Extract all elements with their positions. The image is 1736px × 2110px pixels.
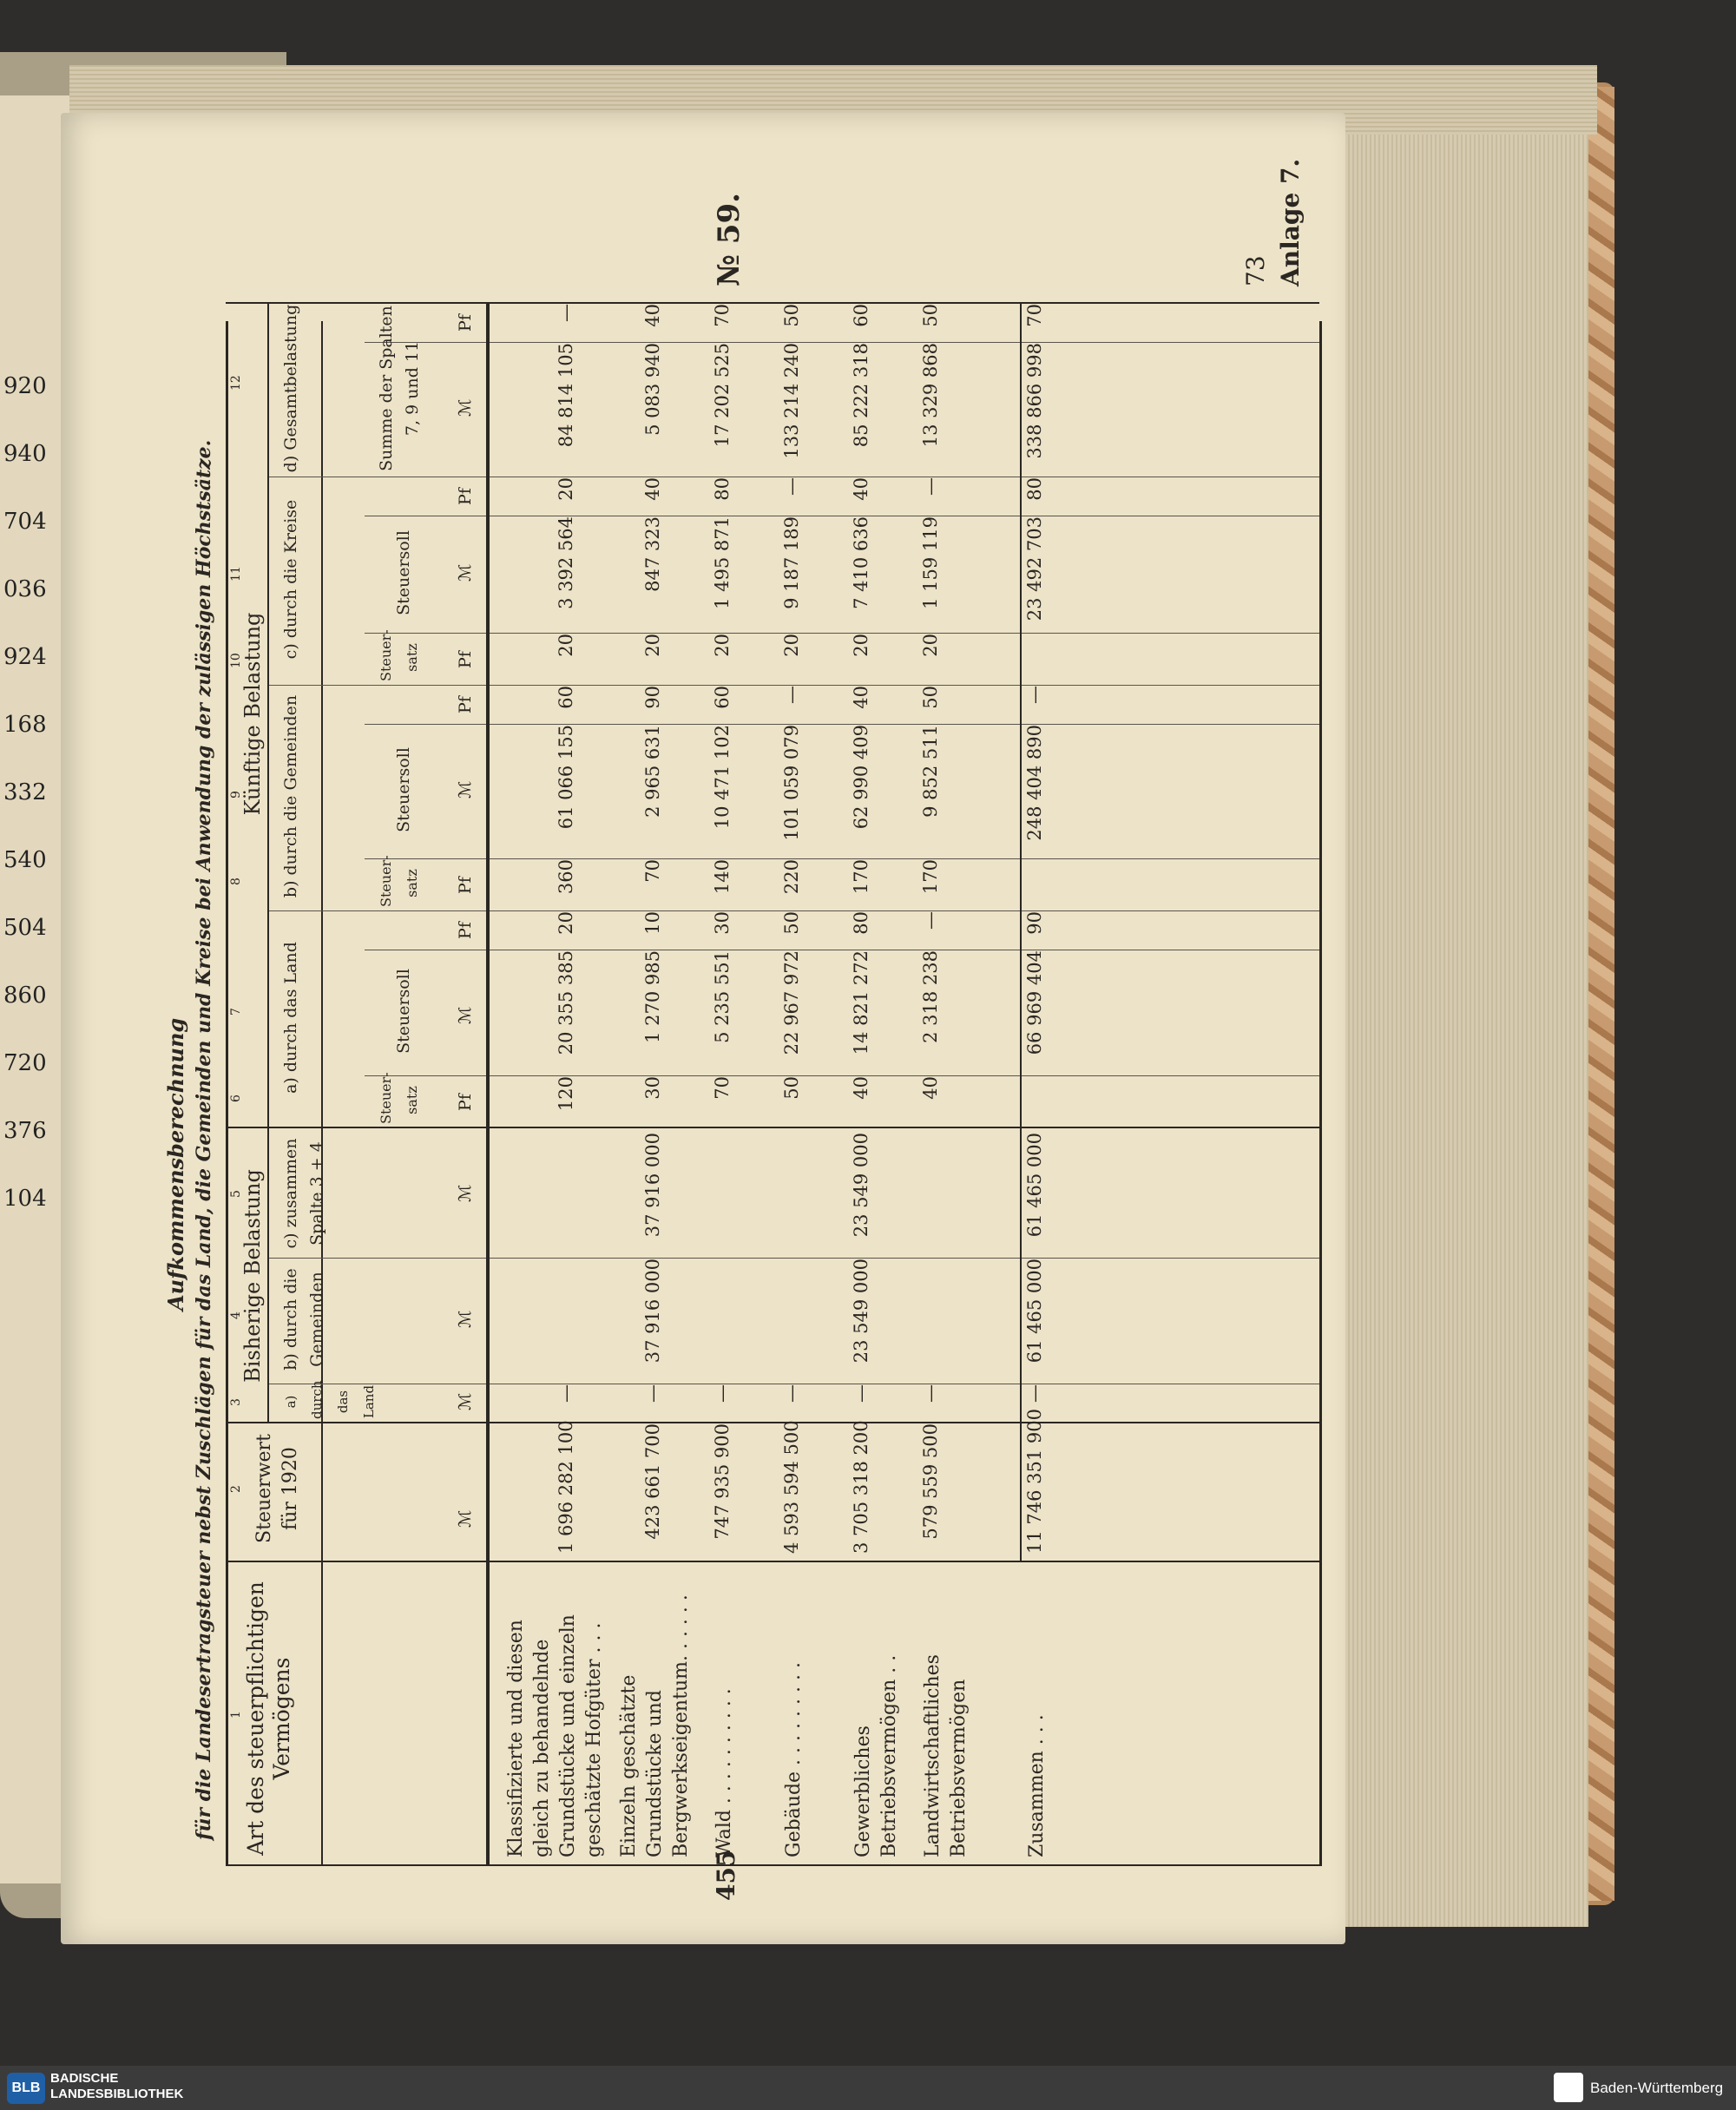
col-bish-a-header: a) durch das Land <box>283 1380 377 1419</box>
unit-label: Pf <box>456 696 475 713</box>
column-number: 9 <box>229 791 243 799</box>
left-page-number: 168 <box>3 712 47 738</box>
table-cell-steuerwert: 579 559 500 <box>920 1423 941 1540</box>
table-cell-kr-pf: — <box>781 477 802 496</box>
col-bish-b-header: b) durch die Gemeinden <box>281 1268 326 1371</box>
unit-label: ℳ <box>456 1509 475 1528</box>
unit-label: Pf <box>456 922 475 939</box>
table-cell-bish-a: — <box>1024 1384 1045 1403</box>
table-cell-kr-satz: 20 <box>851 634 871 657</box>
table-cell-la-soll: 66 969 404 <box>1024 950 1045 1055</box>
unit-label: ℳ <box>456 398 475 417</box>
footer-bar <box>0 2066 1736 2110</box>
table-cell-kr-satz: 20 <box>642 634 663 657</box>
col-steuersoll-header-2: Steuersoll <box>394 530 413 615</box>
left-page-number: 504 <box>3 915 47 941</box>
table-cell-la-soll: 2 318 238 <box>920 950 941 1043</box>
column-number: 2 <box>229 1485 243 1493</box>
table-cell-ge-soll: 9 852 511 <box>920 725 941 818</box>
table-cell-ge-pf: — <box>1024 686 1045 704</box>
table-cell-la-soll: 14 821 272 <box>851 950 871 1055</box>
table-cell-ges: 13 329 868 <box>920 343 941 448</box>
table-cell-bish-a: — <box>851 1384 871 1403</box>
table-cell-bish-a: — <box>556 1384 576 1403</box>
annex-label: Anlage 7. <box>1276 158 1305 286</box>
table-cell-bish-c: 61 465 000 <box>1024 1133 1045 1238</box>
table-cell-steuerwert: 747 935 900 <box>712 1423 733 1540</box>
row-label: Wald . . . . . . . . . . <box>713 1688 735 1857</box>
table-cell-la-pf: 90 <box>1024 911 1045 935</box>
table-cell-la-soll: 5 235 551 <box>712 950 733 1043</box>
table-cell-ge-pf: 50 <box>920 686 941 709</box>
bw-name[interactable]: Baden-Württemberg <box>1590 2080 1724 2096</box>
table-cell-ge-satz: 170 <box>851 859 871 895</box>
table-cell-bish-c: 37 916 000 <box>642 1133 663 1238</box>
table-cell-ges-pf: 70 <box>1024 304 1045 327</box>
table-cell-la-soll: 20 355 385 <box>556 950 576 1055</box>
left-page-number: 104 <box>3 1186 47 1212</box>
blb-name-line2: LANDESBIBLIOTHEK <box>50 2087 184 2101</box>
table-cell-ges-pf: 50 <box>920 304 941 327</box>
table-cell-kr-pf: 80 <box>712 477 733 501</box>
table-cell-ges-pf: — <box>556 304 576 322</box>
row-label: Landwirtschaftliches Betriebsvermögen <box>922 1654 970 1857</box>
table-cell-ges: 133 214 240 <box>781 343 802 459</box>
rotated-table <box>156 130 1371 1918</box>
table-cell-ge-pf: 60 <box>556 686 576 709</box>
left-page-number: 704 <box>3 509 47 535</box>
table-cell-ge-soll: 61 066 155 <box>556 725 576 830</box>
row-label: Gewerbliches Betriebsvermögen . . <box>852 1654 900 1857</box>
blb-name-line1: BADISCHE <box>50 2071 119 2086</box>
table-subtitle: für die Landesertragsteuer nebst Zuschlägen für das Land, die Gemeinden und Kreise bei Anwendung der zulässigen Höchstsätze. <box>193 439 215 1840</box>
table-cell-steuerwert: 3 705 318 200 <box>851 1420 871 1554</box>
table-cell-ge-satz: 70 <box>642 859 663 883</box>
table-cell-la-satz: 120 <box>556 1076 576 1112</box>
table-cell-la-pf: 80 <box>851 911 871 935</box>
column-number: 7 <box>229 1008 243 1016</box>
left-page-number: 540 <box>3 847 47 873</box>
left-page <box>0 95 69 1883</box>
unit-label: Pf <box>456 877 475 894</box>
table-cell-la-satz: 40 <box>851 1076 871 1100</box>
table-cell-ges: 84 814 105 <box>556 343 576 448</box>
column-number: 5 <box>229 1190 243 1198</box>
blb-name[interactable] <box>50 2071 183 2102</box>
table-cell-kr-soll: 1 159 119 <box>920 516 941 609</box>
table-cell-ges-pf: 50 <box>781 304 802 327</box>
col-steuerwert-header: Steuerwert für 1920 <box>253 1434 301 1543</box>
table-cell-ge-soll: 248 404 890 <box>1024 725 1045 841</box>
table-cell-ge-soll: 2 965 631 <box>642 725 663 818</box>
table-cell-ge-soll: 10 471 102 <box>712 725 733 830</box>
left-page-number: 036 <box>3 576 47 602</box>
table-cell-kr-satz: 20 <box>712 634 733 657</box>
left-page-number: 940 <box>3 441 47 467</box>
unit-label: Pf <box>456 314 475 332</box>
table-cell-ges: 5 083 940 <box>642 343 663 436</box>
issue-number: № 59. <box>712 193 746 286</box>
table-cell-bish-a: — <box>712 1384 733 1403</box>
left-page-number: 920 <box>3 373 47 399</box>
document-page <box>61 113 1345 1944</box>
table-cell-kr-pf: 20 <box>556 477 576 501</box>
table-cell-bish-b: 23 549 000 <box>851 1259 871 1364</box>
row-label: Gebäude . . . . . . . . . <box>783 1662 805 1857</box>
table-cell-kr-soll: 23 492 703 <box>1024 516 1045 621</box>
unit-label: Pf <box>456 651 475 668</box>
unit-label: ℳ <box>456 1392 475 1410</box>
table-cell-la-satz: 50 <box>781 1076 802 1100</box>
table-cell-la-pf: 20 <box>556 911 576 935</box>
table-cell-kr-satz: 20 <box>920 634 941 657</box>
table-cell-kr-soll: 9 187 189 <box>781 516 802 609</box>
table-cell-ge-satz: 220 <box>781 859 802 895</box>
table-cell-la-satz: 40 <box>920 1076 941 1100</box>
table-cell-ge-pf: 40 <box>851 686 871 709</box>
unit-label: ℳ <box>456 1310 475 1328</box>
table-cell-bish-a: — <box>781 1384 802 1403</box>
column-number: 1 <box>229 1711 243 1719</box>
table-cell-steuerwert: 423 661 700 <box>642 1423 663 1540</box>
table-cell-ge-satz: 140 <box>712 859 733 895</box>
table-title: Aufkommensberechnung <box>163 1017 188 1311</box>
table-cell-kr-soll: 3 392 564 <box>556 516 576 609</box>
left-page-number: 376 <box>3 1118 47 1144</box>
table-cell-kr-soll: 7 410 636 <box>851 516 871 609</box>
row-label: Zusammen . . . <box>1026 1714 1048 1857</box>
table-cell-la-pf: 50 <box>781 911 802 935</box>
table-cell-bish-b: 61 465 000 <box>1024 1259 1045 1364</box>
column-number: 10 <box>229 653 243 668</box>
unit-label: ℳ <box>456 1184 475 1202</box>
table-cell-ge-pf: — <box>781 686 802 704</box>
page-fore-edge <box>1337 122 1588 1927</box>
col-kuen-a-header: a) durch das Land <box>281 942 300 1094</box>
unit-label: Pf <box>456 1094 475 1111</box>
col-summe-header: Summe der Spalten 7, 9 und 11 <box>377 306 422 471</box>
printed-page-number: 455 <box>712 1850 740 1901</box>
table-cell-ges: 338 866 998 <box>1024 343 1045 459</box>
col-bisherige-header: Bisherige Belastung <box>240 1169 265 1383</box>
table-cell-la-soll: 22 967 972 <box>781 950 802 1055</box>
table-cell-bish-b: 37 916 000 <box>642 1259 663 1364</box>
left-page-number: 720 <box>3 1050 47 1076</box>
column-number: 12 <box>229 375 243 391</box>
table-cell-kr-pf: 40 <box>642 477 663 501</box>
column-number: 6 <box>229 1094 243 1102</box>
table-cell-steuerwert: 4 593 594 500 <box>781 1420 802 1554</box>
table-cell-la-pf: 30 <box>712 911 733 935</box>
table-cell-kr-soll: 847 323 <box>642 516 663 592</box>
table-cell-ges-pf: 70 <box>712 304 733 327</box>
table-cell-ge-soll: 62 990 409 <box>851 725 871 830</box>
unit-label: ℳ <box>456 1006 475 1024</box>
table-cell-ge-satz: 360 <box>556 859 576 895</box>
table-cell-bish-a: — <box>920 1384 941 1403</box>
col-kuenftige-header: Künftige Belastung <box>240 612 265 816</box>
table-cell-ge-satz: 170 <box>920 859 941 895</box>
col-steuersatz-header-1: Steuer-satz <box>378 855 420 907</box>
table-cell-ges-pf: 40 <box>642 304 663 327</box>
table-cell-kr-satz: 20 <box>556 634 576 657</box>
table-cell-ges: 17 202 525 <box>712 343 733 448</box>
col-steuersoll-header-1: Steuersoll <box>394 747 413 832</box>
table-cell-la-satz: 30 <box>642 1076 663 1100</box>
table-cell-kr-pf: — <box>920 477 941 496</box>
row-label: Klassifizierte und diesen gleich zu behandelnde Grundstücke und einzeln geschätzte Hofgüter . . . <box>505 1614 605 1857</box>
left-page-number: 924 <box>3 644 47 670</box>
table-cell-la-satz: 70 <box>712 1076 733 1100</box>
table-cell-ges: 85 222 318 <box>851 343 871 448</box>
unit-label: Pf <box>456 488 475 505</box>
table-cell-la-soll: 1 270 985 <box>642 950 663 1043</box>
table-cell-kr-pf: 40 <box>851 477 871 501</box>
col-steuersatz-header-0: Steuer-satz <box>378 1072 420 1124</box>
left-page-number: 332 <box>3 779 47 805</box>
bw-coat-of-arms-icon[interactable] <box>1554 2073 1583 2102</box>
table-cell-ge-soll: 101 059 079 <box>781 725 802 841</box>
column-number: 8 <box>229 878 243 885</box>
unit-label: ℳ <box>456 780 475 799</box>
column-number: 11 <box>229 566 243 582</box>
col-kuen-b-header: b) durch die Gemeinden <box>281 694 300 898</box>
col-kuen-d-header: d) Gesamtbelastung <box>281 304 300 473</box>
col-bish-c-header: c) zusammen Spalte 3 + 4 <box>281 1138 326 1249</box>
left-page-numbers <box>0 95 69 1883</box>
table-cell-kr-soll: 1 495 871 <box>712 516 733 609</box>
col-steuersoll-header-0: Steuersoll <box>394 969 413 1054</box>
column-number: 4 <box>229 1311 243 1319</box>
table-cell-ge-pf: 90 <box>642 686 663 709</box>
table-cell-la-pf: — <box>920 911 941 930</box>
row-label: Einzeln geschätzte Grundstücke und Bergwerkseigentum. . . . . . <box>618 1594 692 1857</box>
column-number: 3 <box>229 1398 243 1406</box>
table-cell-kr-pf: 80 <box>1024 477 1045 501</box>
table-cell-ges-pf: 60 <box>851 304 871 327</box>
col-kuen-c-header: c) durch die Kreise <box>281 499 300 660</box>
page-number: 73 <box>1241 255 1270 286</box>
table-cell-bish-c: 23 549 000 <box>851 1133 871 1238</box>
table-cell-kr-satz: 20 <box>781 634 802 657</box>
col-steuersatz-header-2: Steuer-satz <box>378 629 420 681</box>
table-cell-steuerwert: 11 746 351 900 <box>1024 1409 1045 1554</box>
table-cell-bish-a: — <box>642 1384 663 1403</box>
table-cell-ge-pf: 60 <box>712 686 733 709</box>
col-art-header: Art des steuerpflichtigen Vermögens <box>243 1581 294 1856</box>
table-cell-steuerwert: 1 696 282 100 <box>556 1420 576 1554</box>
left-page-number: 860 <box>3 983 47 1009</box>
unit-label: ℳ <box>456 563 475 582</box>
table-cell-la-pf: 10 <box>642 911 663 935</box>
blb-logo[interactable]: BLB <box>7 2073 45 2104</box>
